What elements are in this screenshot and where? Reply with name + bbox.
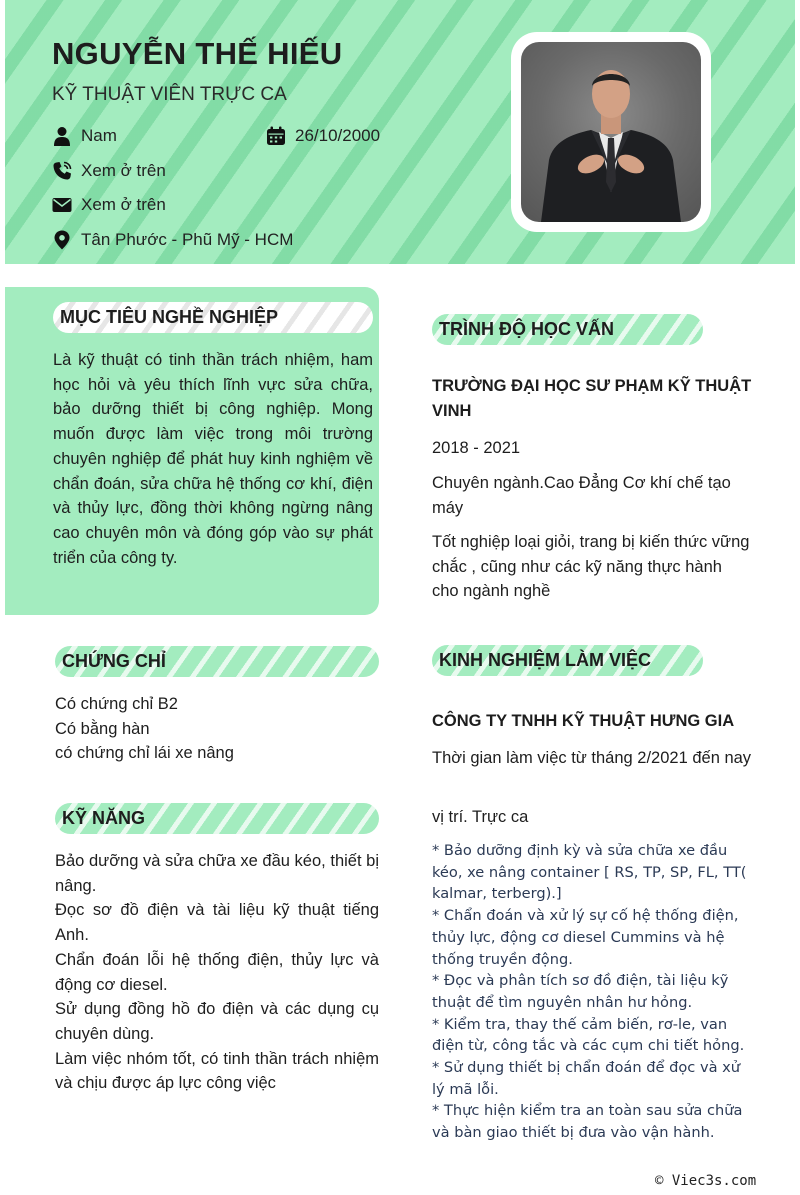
duties-list: [432, 840, 754, 1144]
experience-heading: KINH NGHIỆM LÀM VIỆC: [432, 645, 703, 676]
skills-list: [55, 849, 379, 1096]
job-title: KỸ THUẬT VIÊN TRỰC CA: [52, 84, 287, 105]
list-item: * Chẩn đoán và xử lý sự cố hệ thống điện, thủy lực, động cơ diesel Cummins và hệ thống truyền động.: [432, 907, 739, 968]
calendar-icon: [266, 126, 286, 146]
email-icon: [52, 195, 72, 215]
objective-heading: MỤC TIÊU NGHỀ NGHIỆP: [53, 302, 373, 333]
gender-row: [52, 126, 117, 146]
list-item: * Bảo dưỡng định kỳ và sửa chữa xe đầu kéo, xe nâng container [ RS, TP, SP, FL, TT( kalmar, terberg).]: [432, 842, 747, 903]
list-item: Đọc sơ đồ điện và tài liệu kỹ thuật tiếng Anh.: [55, 901, 379, 945]
list-item: Chẩn đoán lỗi hệ thống điện, thủy lực và động cơ diesel.: [55, 950, 379, 994]
dob-value: 26/10/2000: [295, 126, 381, 145]
list-item: * Sử dụng thiết bị chẩn đoán để đọc và xử lý mã lỗi.: [432, 1059, 741, 1098]
objective-text: Là kỹ thuật có tinh thần trách nhiệm, ham học hỏi và yêu thích lĩnh vực sửa chữa, bảo dưỡng thiết bị công nghiệp. Mong muốn được làm việc trong môi trường chuyên nghiệp để phát huy kinh nghiệm về chẩn đoán, sửa chữa hệ thống cơ khí, điện và thủy lực, đồng thời không ngừng nâng cao chuyên môn và đóng góp vào sự phát triển của công ty.: [53, 351, 373, 567]
email-row: [52, 195, 166, 215]
certificates-heading: CHỨNG CHỈ: [55, 646, 379, 677]
person-icon: [52, 126, 72, 146]
list-item: Có chứng chỉ B2: [55, 695, 178, 713]
company-name: CÔNG TY TNHH KỸ THUẬT HƯNG GIA: [432, 712, 735, 730]
profile-photo: [521, 42, 701, 222]
phone-value: Xem ở trên: [81, 161, 166, 180]
education-note: Tốt nghiệp loại giỏi, trang bị kiến thức vững chắc , cũng như các kỹ năng thực hành cho ngành nghề: [432, 533, 750, 600]
list-item: Sử dụng đồng hồ đo điện và các dụng cụ chuyên dùng.: [55, 1000, 379, 1043]
profile-photo-frame: [511, 32, 711, 232]
work-period: Thời gian làm việc từ tháng 2/2021 đến nay: [432, 749, 752, 767]
email-value: Xem ở trên: [81, 195, 166, 214]
address-value: Tân Phước - Phũ Mỹ - HCM: [81, 230, 294, 249]
education-major: Chuyên ngành.Cao Đẳng Cơ khí chế tạo máy: [432, 474, 731, 517]
list-item: * Thực hiện kiểm tra an toàn sau sửa chữa và bàn giao thiết bị đưa vào vận hành.: [432, 1102, 743, 1142]
gender-value: Nam: [81, 126, 117, 145]
list-item: có chứng chỉ lái xe nâng: [55, 744, 234, 763]
address-row: [52, 230, 293, 250]
phone-icon: [52, 161, 72, 181]
education-years: 2018 - 2021: [432, 439, 521, 457]
candidate-name: NGUYỄN THẾ HIẾU: [52, 36, 343, 71]
skills-heading: KỸ NĂNG: [55, 803, 379, 834]
list-item: * Kiểm tra, thay thế cảm biến, rơ-le, van điện từ, công tắc và các cụm chi tiết hỏng.: [432, 1015, 745, 1055]
school-name: TRƯỜNG ĐẠI HỌC SƯ PHẠM KỸ THUẬT VINH: [432, 377, 752, 420]
list-item: * Đọc và phân tích sơ đồ điện, tài liệu kỹ thuật để tìm nguyên nhân hư hỏng.: [432, 972, 729, 1011]
certificates-list: [55, 692, 379, 766]
location-icon: [52, 230, 72, 250]
watermark: © Viec3s.com: [655, 1173, 757, 1189]
list-item: Có bằng hàn: [55, 719, 150, 738]
dob-row: [266, 126, 380, 146]
work-position: vị trí. Trực ca: [432, 808, 529, 826]
education-heading: TRÌNH ĐỘ HỌC VẤN: [432, 314, 703, 345]
phone-row: [52, 161, 166, 181]
list-item: Bảo dưỡng và sửa chữa xe đầu kéo, thiết bị nâng.: [55, 852, 379, 895]
header-banner: [5, 0, 795, 264]
list-item: Làm việc nhóm tốt, có tinh thần trách nhiệm và chịu được áp lực công việc: [55, 1049, 379, 1093]
